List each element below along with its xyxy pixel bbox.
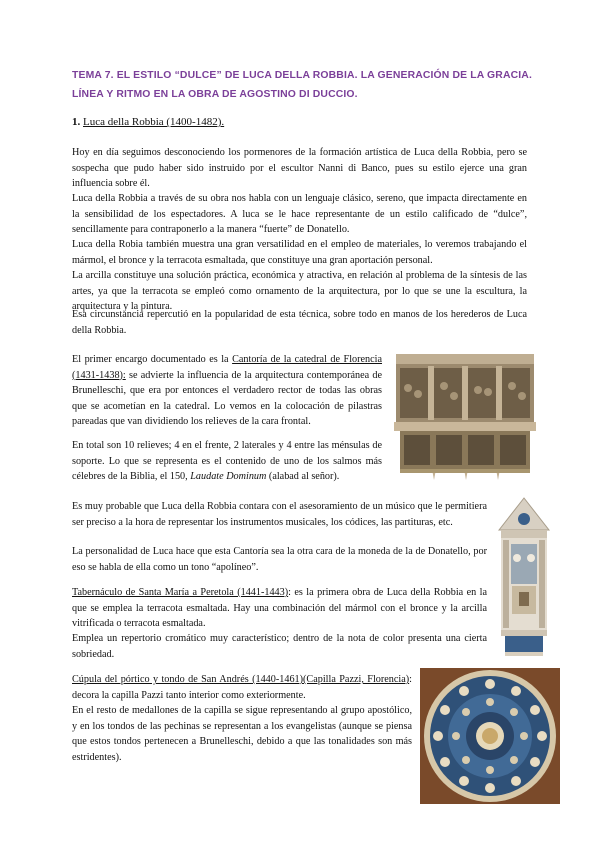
tabernaculo-text: : es la primera obra de Luca della Robbia en la que se emplea la terracota esmaltada. Hay una combinación del mármol con el bronce y la arcilla vitrificada o terracota esmaltada. xyxy=(72,587,487,630)
intro-paragraph-1: Hoy en día seguimos desconociendo los pormenores de la formación artística de Luca della Robbia, pero se sospecha que pudo haber sido instruido por el escultor Nanni di Banco, pues su estilo ejerce una gran influencia sobre él. xyxy=(72,147,527,190)
cantoria-p2-text: En total son 10 relieves; 4 en el frente, 2 laterales y 4 entre las ménsulas de soporte. Lo que se representa es el contenido de uno de los salmos más célebres de la Biblia, el 150, xyxy=(72,440,382,483)
cantoria-image xyxy=(392,352,538,487)
cantoria-lead: El primer encargo documentado es la xyxy=(72,354,229,365)
intro-paragraph-3: Luca della Robia también muestra una gran versatilidad en el empleo de materiales, lo veremos trabajando el mármol, el bronce y la terracota esmaltada, que constituye una gran aportación personal. xyxy=(72,239,527,266)
cupula-link[interactable]: Cúpula del pórtico y tondo de San Andrés (1440-1461)(Capilla Pazzi, Florencia) xyxy=(72,674,410,685)
section-heading-link[interactable]: Luca della Robbia (1400-1482). xyxy=(83,116,225,128)
laudate-dominum: Laudate Dominum xyxy=(190,471,267,483)
cantoria-link[interactable]: Cantoría de la catedral de Florencia (1431-1438): xyxy=(72,354,383,381)
tabernaculo-link[interactable]: Tabernáculo de Santa María a Peretola (1441-1443) xyxy=(72,587,289,598)
intro-paragraph-4: La arcilla constituye una solución práctica, económica y atractiva, en relación al problema de la síntesis de las artes, ya que la terracota se empleó como ornamento de la arquitectura, por lo que se une la escultura, la arquitectura y la pintura. xyxy=(72,270,527,313)
tabernaculo-paragraph-1 xyxy=(72,585,487,632)
section-heading xyxy=(72,116,224,128)
document-title: TEMA 7. EL ESTILO “DULCE” DE LUCA DELLA ROBBIA. LA GENERACIÓN DE LA GRACIA. LÍNEA Y RITMO EN LA OBRA DE AGOSTINO DI DUCCIO. xyxy=(72,70,532,100)
intro-paragraph-2: Luca della Robbia a través de su obra nos habla con un lenguaje clásico, sereno, que impacta directamente en la sensibilidad de los espectadores. A luca se le hace representante de un estilo calificado de “dulce”, sencillamente para contraponerlo a la manera “fuerte” de Donatello. xyxy=(72,193,527,236)
cantoria-paragraph-1 xyxy=(72,352,382,430)
cantoria-paragraph-2 xyxy=(72,438,382,485)
cantoria-p2-end: (alabad al señor). xyxy=(266,471,340,483)
cantoria-paragraph-3: Es muy probable que Luca della Robbia contara con el asesoramiento de un músico que le permitiera ser preciso a la hora de representar los instrumentos musicales, los códices, las partituras, etc. xyxy=(72,501,487,528)
tabernaculo-paragraph-2: Emplea un repertorio cromático muy característico; dentro de la nota de color presenta una cierta sobriedad. xyxy=(72,633,487,660)
intro-paragraph-5: Esa circunstancia repercutió en la popularidad de esta técnica, sobre todo en manos de los herederos de Luca della Robbia. xyxy=(72,309,527,336)
cantoria-text: se advierte la influencia de la arquitectura contemporánea de Brunelleschi, que era por entonces el verdadero rector de todas las obras que se acometían en la catedral. Lo vemos en la colocación de pilastras pareadas que van dividiendo los relieves de la cara frontal. xyxy=(72,369,382,428)
cupula-text: : decora la capilla Pazzi tanto interior como exteriormente. xyxy=(72,674,412,701)
cupula-paragraph-1 xyxy=(72,672,412,703)
cupula-image xyxy=(420,668,560,804)
cantoria-paragraph-4: La personalidad de Luca hace que esta Cantoría sea la otra cara de la moneda de la de Donatello, por eso se habla de ella como un tono “apolíneo”. xyxy=(72,546,487,573)
section-number: 1. xyxy=(72,116,81,128)
tabernaculo-image xyxy=(495,492,553,662)
cupula-paragraph-2: En el resto de medallones de la capilla se sigue representando al grupo apostólico, y en los tondos de las pechinas se representan a los evangelistas (aunque se piensa que estos tondos pertenecen a Brunelleschi, debido a que las tonalidades son más estridentes). xyxy=(72,705,412,763)
